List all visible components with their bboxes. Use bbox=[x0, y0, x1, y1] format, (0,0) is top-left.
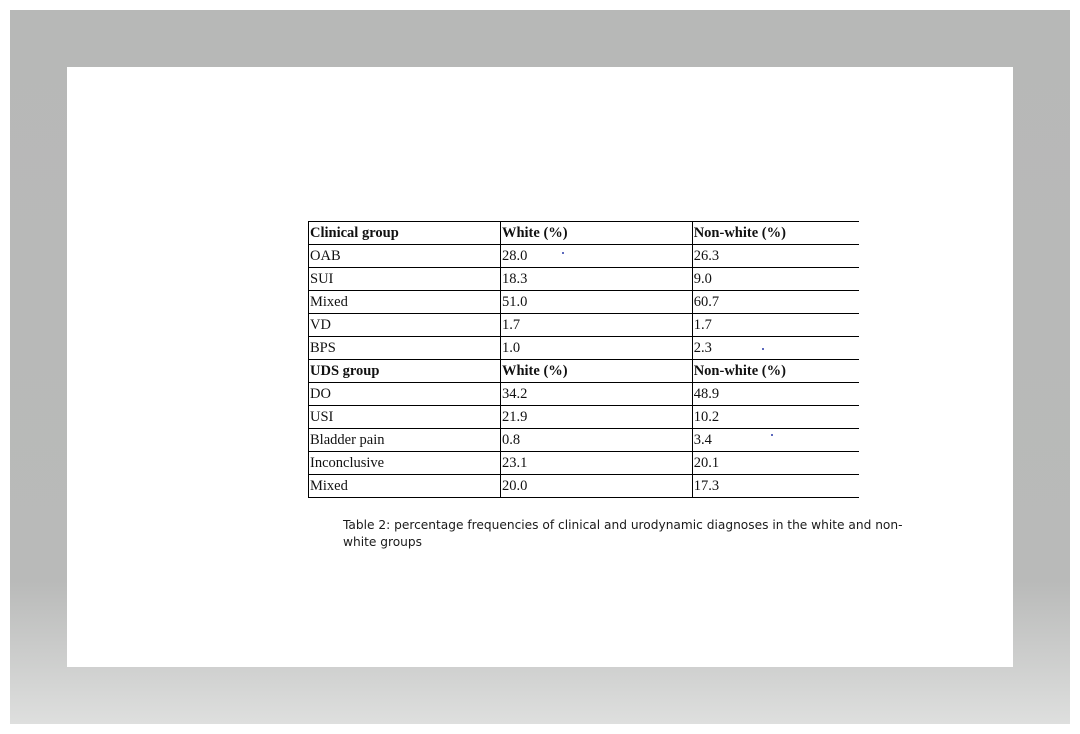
table-cell: DO bbox=[309, 383, 501, 406]
table-cell: Mixed bbox=[309, 475, 501, 498]
table-cell: 9.0 bbox=[692, 268, 859, 291]
scan-speck bbox=[771, 434, 773, 436]
table-cell: Inconclusive bbox=[309, 452, 501, 475]
table-caption: Table 2: percentage frequencies of clinical and urodynamic diagnoses in the white and non-white groups bbox=[343, 518, 903, 549]
table-cell: 23.1 bbox=[500, 452, 692, 475]
table-header-row bbox=[309, 360, 860, 383]
table-row bbox=[309, 383, 860, 406]
table-cell: Bladder pain bbox=[309, 429, 501, 452]
diagnoses-table bbox=[308, 221, 859, 498]
table-cell: 20.0 bbox=[500, 475, 692, 498]
table-row bbox=[309, 475, 860, 498]
table-header-cell: Non-white (%) bbox=[692, 222, 859, 245]
table-cell: 0.8 bbox=[500, 429, 692, 452]
document-page bbox=[67, 67, 1013, 667]
table-cell: 10.2 bbox=[692, 406, 859, 429]
table-header-cell: UDS group bbox=[309, 360, 501, 383]
table-row bbox=[309, 291, 860, 314]
table-row bbox=[309, 268, 860, 291]
table-cell: OAB bbox=[309, 245, 501, 268]
table-cell: 3.4 bbox=[692, 429, 859, 452]
table-cell: 18.3 bbox=[500, 268, 692, 291]
scan-speck bbox=[762, 348, 764, 350]
table-row bbox=[309, 337, 860, 360]
table-cell: 51.0 bbox=[500, 291, 692, 314]
table-row bbox=[309, 406, 860, 429]
viewer-background bbox=[10, 10, 1070, 724]
table-cell: 1.7 bbox=[692, 314, 859, 337]
table-cell: Mixed bbox=[309, 291, 501, 314]
table-header-cell: White (%) bbox=[500, 360, 692, 383]
table-cell: 1.0 bbox=[500, 337, 692, 360]
table-cell: 34.2 bbox=[500, 383, 692, 406]
table-cell: 21.9 bbox=[500, 406, 692, 429]
table-header-cell: White (%) bbox=[500, 222, 692, 245]
table-row bbox=[309, 452, 860, 475]
table-cell: 17.3 bbox=[692, 475, 859, 498]
table-cell: BPS bbox=[309, 337, 501, 360]
table-cell: 26.3 bbox=[692, 245, 859, 268]
table-header-cell: Clinical group bbox=[309, 222, 501, 245]
table-cell: SUI bbox=[309, 268, 501, 291]
table-cell: 28.0 bbox=[500, 245, 692, 268]
table-cell: 60.7 bbox=[692, 291, 859, 314]
table-cell: 48.9 bbox=[692, 383, 859, 406]
table-cell: VD bbox=[309, 314, 501, 337]
table-cell: 2.3 bbox=[692, 337, 859, 360]
table-cell: 20.1 bbox=[692, 452, 859, 475]
table-cell: 1.7 bbox=[500, 314, 692, 337]
table-header-cell: Non-white (%) bbox=[692, 360, 859, 383]
table-cell: USI bbox=[309, 406, 501, 429]
table-header-row bbox=[309, 222, 860, 245]
table-row bbox=[309, 429, 860, 452]
table-row bbox=[309, 314, 860, 337]
scan-speck bbox=[562, 252, 564, 254]
table-row bbox=[309, 245, 860, 268]
